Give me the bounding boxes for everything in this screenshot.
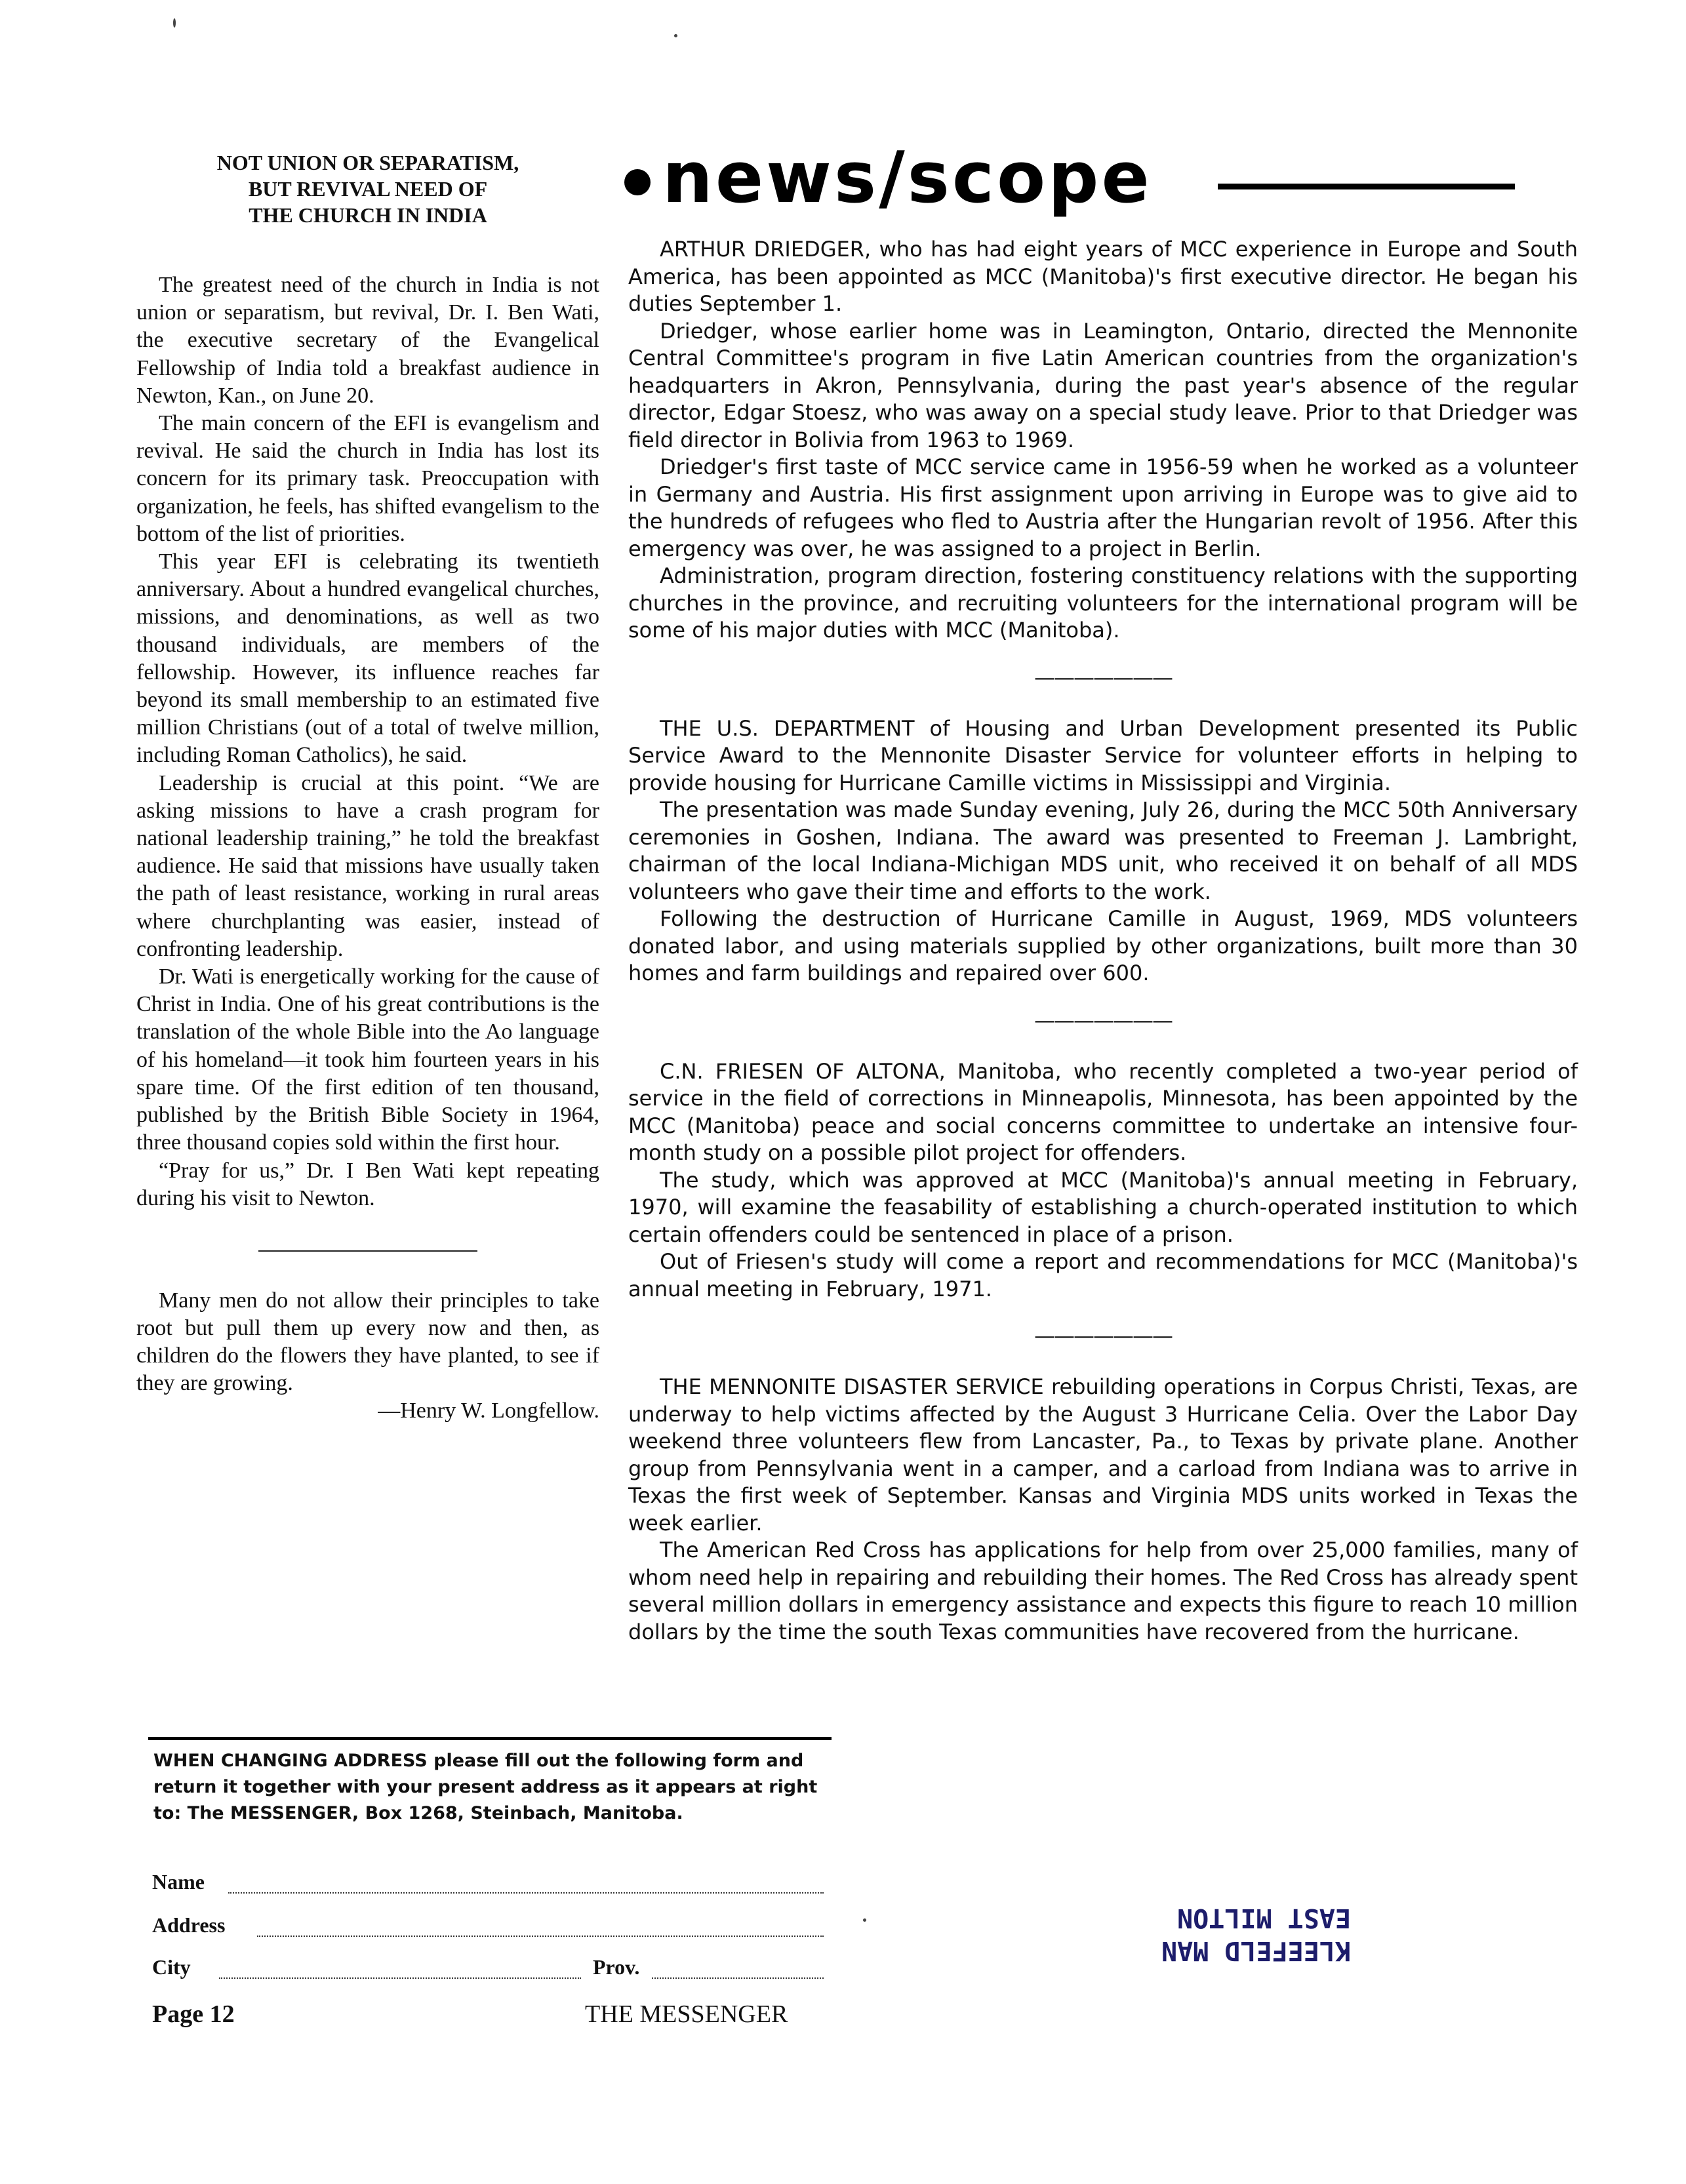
news-separator: ——————— [1034,664,1172,690]
news-item-mds-texas [628,1374,1578,1646]
news-paragraph: Administration, program direction, fostering constituency relations with the supporting churches in the province, and recruiting volunteers for the international program will be some of his major duties with MCC (Manitoba). [628,563,1578,643]
article-paragraph: “Pray for us,” Dr. I Ben Wati kept repeating during his visit to Newton. [136,1158,599,1210]
news-paragraph: ARTHUR DRIEDGER, who has had eight years of MCC experience in Europe and South America, has been appointed as MCC (Manitoba)'s first executive director. He began his duties September 1. [628,237,1578,316]
longfellow-quote: Many men do not allow their principles to take root but pull them up every now and then, as children do the flowers they have planted, to see if they are growing. [136,1288,599,1395]
news-item-friesen [628,1058,1578,1303]
article-paragraph: Dr. Wati is energetically working for the cause of Christ in India. One of his great contributions is the translation of the whole Bible into the Ao language of his homeland—it took him fourteen years in his spare time. Of the first edition of ten thousand, published by the British Bible Society in 1964, three thousand copies sold within the first hour. [136,964,599,1155]
divider [258,1250,477,1252]
news-column [628,236,1578,1646]
news-separator: ——————— [1034,1007,1172,1033]
mailing-address-stamp [1115,1901,1351,1967]
city-field[interactable] [219,1967,581,1979]
news-item-driedger [628,236,1578,645]
news-scope-masthead [624,137,1549,219]
quote-attribution: —Henry W. Longfellow. [378,1398,599,1423]
city-label: City [152,1955,191,1979]
headline-line: NOT UNION OR SEPARATISM, [216,151,519,174]
left-article-headline [136,149,599,228]
left-article [136,149,599,1425]
address-label: Address [152,1913,226,1937]
news-item-hud-award [628,715,1578,987]
masthead-rule [1218,184,1515,189]
headline-line: BUT REVIVAL NEED OF [248,177,488,201]
news-paragraph: Driedger's first taste of MCC service came in 1956-59 when he worked as a volunteer in Germany and Austria. His first assignment upon arriving in Europe was to give aid to the hundreds of refugees who fled to Austria after the Hungarian revolt of 1956. After this emergency was over, he was assigned to a project in Berlin. [628,454,1578,561]
news-paragraph: C.N. FRIESEN OF ALTONA, Manitoba, who recently completed a two-year period of service in the field of corrections in Minneapolis, Minnesota, has been appointed by the MCC (Manitoba) peace and social concerns committee to undertake an intensive four-month study on a possible pilot project for offenders. [628,1058,1578,1165]
scan-speck [173,18,176,28]
masthead-title: news/scope [662,137,1152,219]
headline-line: THE CHURCH IN INDIA [249,203,487,227]
news-paragraph: The presentation was made Sunday evening, July 26, during the MCC 50th Anniversary ceremonies in Goshen, Indiana. The award was presented to Freeman J. Lambright, chairman of the local Indiana-Michigan MDS unit, who received it on behalf of all MDS volunteers who gave their time and efforts to the work. [628,797,1578,904]
news-paragraph: The American Red Cross has applications for help from over 25,000 families, many of whom need help in repairing and rebuilding their homes. The Red Cross has already spent several million dollars in emergency assistance and expects this figure to reach 10 million dollars by the time the south Texas communities have recovered from the hurricane. [628,1538,1578,1644]
form-top-rule [148,1737,832,1740]
address-field[interactable] [257,1925,824,1937]
address-form-instructions: WHEN CHANGING ADDRESS please fill out the following form and return it together with your present address as it appears at right to: The MESSENGER, Box 1268, Steinbach, Manitoba. [153,1751,818,1823]
bullet-icon [624,169,651,195]
article-paragraph: The main concern of the EFI is evangelism and revival. He said the church in India has lost its concern for its primary task. Preoccupation with organization, he feels, has shifted evangelism to the bottom of the list of priorities. [136,411,599,546]
province-field[interactable] [652,1967,824,1979]
article-paragraph: Leadership is crucial at this point. “We are asking missions to have a crash program for national leadership training,” he told the breakfast audience. He said that missions have usually taken the path of least resistance, working in rural areas where churchplanting was easier, instead of confronting leadership. [136,770,599,961]
page-number: Page 12 [152,2000,235,2028]
stamp-line: KLEEFELD MAN [1161,1936,1351,1966]
news-paragraph: Driedger, whose earlier home was in Leamington, Ontario, directed the Mennonite Central Committee's program in five Latin American countries from the organization's headquarters in Akron, Pennsylvania, during the past year's absence of the regular director, Edgar Stoesz, who was away on a special study leave. Prior to that Driedger was field director in Bolivia from 1963 to 1969. [628,318,1578,452]
news-paragraph: The study, which was approved at MCC (Manitoba)'s annual meeting in February, 1970, will examine the feasability of establishing a church-operated institution to which certain offenders could be sentenced in place of a prison. [628,1167,1578,1247]
news-separator: ——————— [1034,1323,1172,1348]
news-paragraph: Out of Friesen's study will come a report and recommendations for MCC (Manitoba)'s annual meeting in February, 1971. [628,1249,1578,1301]
stamp-line: EAST MILTON [1177,1903,1351,1933]
scan-speck [674,34,677,37]
scan-speck [863,1918,866,1922]
news-paragraph: Following the destruction of Hurricane Camille in August, 1969, MDS volunteers donated labor, and using materials supplied by other organizations, built more than 30 homes and farm buildings and repaired over 600. [628,906,1578,985]
article-paragraph: This year EFI is celebrating its twentieth anniversary. About a hundred evangelical churches, missions, and denominations, as well as two thousand individuals, are members of the fellowship. However, its influence reaches far beyond its small membership to an estimated five million Christians (out of a total of twelve million, including Roman Catholics), he said. [136,549,599,768]
article-paragraph: The greatest need of the church in India is not union or separatism, but revival, Dr. I. Ben Wati, the executive secretary of the Evangelical Fellowship of India told a breakfast audience in Newton, Kan., on June 20. [136,273,599,408]
name-label: Name [152,1870,205,1894]
publication-title: THE MESSENGER [585,2000,788,2028]
news-paragraph: THE U.S. DEPARTMENT of Housing and Urban Development presented its Public Service Award to the Mennonite Disaster Service for volunteer efforts in helping to provide housing for Hurricane Camille victims in Mississippi and Virginia. [628,715,1578,795]
name-field[interactable] [228,1882,824,1894]
news-paragraph: THE MENNONITE DISASTER SERVICE rebuilding operations in Corpus Christi, Texas, are underway to help victims affected by the August 3 Hurricane Celia. Over the Labor Day weekend three volunteers flew from Lancaster, Pa., to Texas by private plane. Another group from Pennsylvania went in a camper, and a carload from Indiana was to arrive in Texas the first week of September. Kansas and Virginia MDS units worked in Texas the week earlier. [628,1374,1578,1536]
prov-label: Prov. [593,1955,640,1979]
